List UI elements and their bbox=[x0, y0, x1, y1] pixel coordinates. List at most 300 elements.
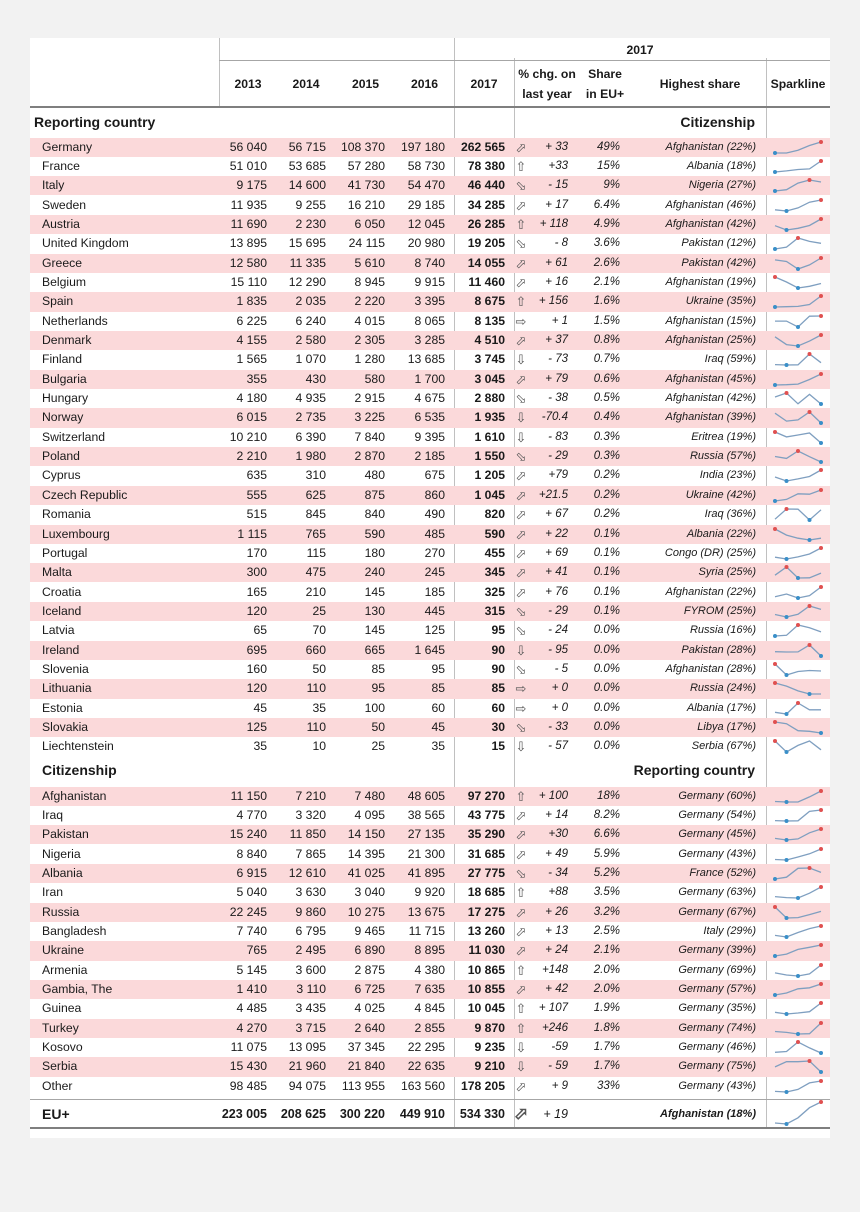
percent-change: + 37 bbox=[545, 334, 568, 346]
value-2014: 430 bbox=[305, 371, 326, 386]
value-2015: 41 025 bbox=[347, 865, 385, 880]
share-in-eu: 3.6% bbox=[593, 237, 620, 250]
row-label: Slovakia bbox=[42, 720, 89, 734]
sparkline-chart bbox=[772, 1099, 824, 1127]
value-2014: 2 580 bbox=[295, 333, 326, 347]
value-2017: 46 440 bbox=[467, 178, 505, 193]
trend-arrow-icon: ⇩ bbox=[515, 1040, 527, 1056]
sparkline-min-marker bbox=[785, 209, 789, 213]
value-2016: 13 675 bbox=[407, 904, 445, 919]
value-2016: 9 915 bbox=[414, 274, 445, 289]
row-label: Ireland bbox=[42, 642, 80, 657]
value-2017: 262 565 bbox=[460, 139, 505, 154]
row-label: Croatia bbox=[42, 584, 82, 599]
value-2015: 145 bbox=[364, 584, 385, 599]
value-2014: 13 095 bbox=[288, 1040, 326, 1055]
trend-arrow-icon: ⇧ bbox=[515, 1001, 527, 1017]
row-label: Lithuania bbox=[42, 681, 92, 696]
value-2013: 5 040 bbox=[236, 885, 267, 900]
value-2013: 160 bbox=[246, 661, 267, 676]
highest-share: Libya (17%) bbox=[697, 721, 756, 733]
sparkline-max-marker bbox=[819, 963, 823, 967]
percent-change: +30 bbox=[548, 828, 568, 841]
value-2014: 310 bbox=[305, 468, 326, 483]
sparkline-chart bbox=[772, 235, 824, 252]
value-2017: 10 045 bbox=[467, 1001, 505, 1016]
sparkline-chart bbox=[772, 884, 824, 901]
header-2016: 2016 bbox=[410, 77, 439, 91]
value-2013: 120 bbox=[246, 603, 267, 618]
row-label: Nigeria bbox=[42, 846, 81, 861]
value-2017: 60 bbox=[491, 700, 505, 715]
sparkline-min-marker bbox=[785, 750, 789, 754]
highest-share: Afghanistan (28%) bbox=[665, 662, 756, 675]
sparkline-max-marker bbox=[819, 808, 823, 812]
percent-change: - 59 bbox=[548, 1060, 568, 1073]
highest-share: Germany (63%) bbox=[678, 886, 756, 899]
header-chg-line1: % chg. on bbox=[518, 67, 576, 81]
total-percent-change: + 19 bbox=[543, 1107, 568, 1121]
sparkline-line bbox=[775, 1102, 821, 1124]
section-title-reporting-country: Reporting country bbox=[34, 114, 156, 130]
value-2017: 455 bbox=[484, 545, 505, 560]
value-2017: 1 205 bbox=[474, 468, 505, 483]
sparkline-max-marker bbox=[819, 924, 823, 928]
value-2017: 8 675 bbox=[474, 294, 505, 309]
share-in-eu: 0.2% bbox=[593, 488, 620, 501]
row-label: Sweden bbox=[42, 197, 87, 212]
trend-arrow-icon: ⬂ bbox=[515, 865, 527, 881]
value-2016: 11 715 bbox=[408, 923, 445, 938]
sparkline-chart bbox=[772, 826, 824, 843]
sparkline-line bbox=[775, 161, 821, 172]
highest-share: Afghanistan (19%) bbox=[665, 275, 756, 288]
value-2014: 53 685 bbox=[288, 158, 326, 173]
sparkline-chart bbox=[772, 865, 824, 882]
share-in-eu: 6.4% bbox=[593, 198, 620, 211]
sparkline-max-marker bbox=[808, 604, 812, 608]
trend-arrow-icon: ⇧ bbox=[515, 885, 527, 901]
percent-change: +148 bbox=[542, 963, 568, 976]
value-2017: 3 745 bbox=[474, 352, 505, 367]
value-2013: 6 915 bbox=[236, 865, 267, 880]
value-2016: 270 bbox=[424, 545, 445, 560]
value-2013: 6 225 bbox=[236, 313, 267, 328]
sparkline-line bbox=[775, 606, 821, 617]
highest-share: Pakistan (42%) bbox=[681, 256, 756, 269]
value-2016: 9 395 bbox=[414, 429, 445, 444]
sparkline-chart bbox=[772, 371, 824, 388]
section-title-reporting-country-right: Reporting country bbox=[633, 762, 755, 778]
sparkline-chart bbox=[772, 1039, 824, 1056]
trend-arrow-icon: ⬀ bbox=[515, 846, 527, 862]
value-2017: 8 135 bbox=[474, 313, 505, 328]
sparkline-max-marker bbox=[819, 943, 823, 947]
sparkline-min-marker bbox=[785, 819, 789, 823]
sparkline-line bbox=[775, 829, 821, 840]
report-table bbox=[30, 38, 830, 1138]
sparkline-min-marker bbox=[796, 267, 800, 271]
value-2015: 2 640 bbox=[354, 1020, 385, 1035]
value-2016: 8 065 bbox=[414, 313, 445, 328]
value-2014: 12 610 bbox=[288, 865, 326, 880]
share-in-eu: 0.3% bbox=[593, 430, 620, 443]
sparkline-min-marker bbox=[796, 344, 800, 348]
table-row bbox=[30, 1038, 830, 1057]
sparkline-max-marker bbox=[819, 372, 823, 376]
table-row bbox=[30, 292, 830, 311]
value-2017: 1 045 bbox=[474, 487, 505, 502]
value-2016: 38 565 bbox=[407, 807, 445, 822]
sparkline-max-marker bbox=[819, 1001, 823, 1005]
value-2016: 8 895 bbox=[414, 943, 445, 958]
row-label: Norway bbox=[42, 410, 84, 425]
sparkline-line bbox=[775, 432, 821, 443]
value-2014: 625 bbox=[305, 487, 326, 502]
share-in-eu: 2.6% bbox=[593, 256, 620, 269]
sparkline-cell bbox=[772, 738, 824, 761]
highest-share: Ukraine (35%) bbox=[685, 295, 756, 308]
header-2017-group: 2017 bbox=[626, 43, 654, 57]
row-label: Bangladesh bbox=[42, 923, 107, 938]
value-2015: 130 bbox=[364, 603, 385, 618]
table-row bbox=[30, 961, 830, 980]
sparkline-min-marker bbox=[785, 838, 789, 842]
header-2013: 2013 bbox=[234, 77, 262, 91]
value-2013: 1 410 bbox=[236, 982, 267, 996]
sparkline-max-marker bbox=[819, 1100, 823, 1104]
value-2015: 113 955 bbox=[341, 1078, 385, 1093]
row-label: Finland bbox=[42, 352, 82, 367]
value-2016: 2 185 bbox=[414, 449, 445, 464]
trend-arrow-icon: ⬀ bbox=[515, 565, 527, 581]
share-in-eu: 0.0% bbox=[593, 662, 620, 675]
sparkline-max-marker bbox=[819, 488, 823, 492]
share-in-eu: 9% bbox=[603, 179, 620, 192]
value-2016: 22 635 bbox=[407, 1059, 445, 1074]
value-2016: 3 285 bbox=[414, 333, 445, 347]
percent-change: + 100 bbox=[538, 789, 568, 802]
value-2017: 4 510 bbox=[474, 333, 505, 347]
highest-share: Russia (16%) bbox=[689, 624, 756, 637]
share-in-eu: 2.1% bbox=[593, 944, 620, 957]
total-2015: 300 220 bbox=[339, 1107, 385, 1121]
sparkline-min-marker bbox=[785, 557, 789, 561]
sparkline-line bbox=[775, 849, 821, 860]
sparkline-max-marker bbox=[819, 333, 823, 337]
value-2014: 765 bbox=[305, 526, 326, 541]
table-row bbox=[30, 486, 830, 505]
sparkline-max-marker bbox=[808, 1059, 812, 1063]
sparkline-min-marker bbox=[773, 247, 777, 251]
trend-arrow-icon: ⬀ bbox=[515, 507, 527, 523]
value-2014: 210 bbox=[305, 584, 326, 599]
value-2016: 1 645 bbox=[414, 642, 445, 657]
value-2016: 48 605 bbox=[407, 788, 445, 803]
sparkline-min-marker bbox=[796, 576, 800, 580]
share-in-eu: 0.3% bbox=[593, 450, 620, 463]
trend-arrow-icon: ⬂ bbox=[515, 236, 527, 252]
value-2014: 50 bbox=[312, 661, 326, 676]
sparkline-min-marker bbox=[785, 479, 789, 483]
sparkline-max-marker bbox=[773, 739, 777, 743]
highest-share: FYROM (25%) bbox=[683, 604, 756, 617]
trend-arrow-icon: ⬀ bbox=[514, 1104, 529, 1123]
value-2015: 480 bbox=[364, 468, 385, 483]
highest-share: Eritrea (19%) bbox=[691, 430, 756, 443]
table-row bbox=[30, 466, 830, 485]
section-title-citizenship: Citizenship bbox=[680, 114, 755, 130]
share-in-eu: 18% bbox=[596, 789, 620, 802]
value-2015: 24 115 bbox=[348, 236, 385, 251]
table-row bbox=[30, 273, 830, 292]
value-2016: 3 395 bbox=[414, 294, 445, 309]
row-label: Malta bbox=[42, 565, 72, 580]
row-label: Liechtenstein bbox=[42, 739, 114, 754]
value-2016: 12 045 bbox=[407, 216, 445, 231]
highest-share: Afghanistan (46%) bbox=[665, 198, 756, 211]
percent-change: - 34 bbox=[548, 866, 568, 879]
share-in-eu: 0.1% bbox=[593, 527, 620, 540]
value-2013: 15 110 bbox=[230, 274, 267, 289]
value-2013: 4 180 bbox=[236, 391, 267, 406]
sparkline-line bbox=[775, 200, 821, 211]
sparkline-chart bbox=[772, 487, 824, 504]
trend-arrow-icon: ⬂ bbox=[515, 449, 527, 465]
sparkline-max-marker bbox=[796, 701, 800, 705]
table-row bbox=[30, 980, 830, 999]
value-2013: 22 245 bbox=[229, 904, 267, 919]
sparkline-max-marker bbox=[819, 159, 823, 163]
share-in-eu: 0.0% bbox=[593, 701, 620, 714]
sparkline-max-marker bbox=[819, 314, 823, 318]
sparkline-max-marker bbox=[773, 681, 777, 685]
value-2017: 1 610 bbox=[474, 429, 505, 444]
value-2013: 9 175 bbox=[236, 178, 267, 193]
trend-arrow-icon: ⇩ bbox=[515, 352, 527, 368]
value-2013: 15 430 bbox=[229, 1059, 267, 1074]
value-2015: 50 bbox=[371, 720, 385, 734]
header-highest-share: Highest share bbox=[659, 77, 741, 91]
trend-arrow-icon: ⬀ bbox=[515, 904, 527, 920]
table-row bbox=[30, 447, 830, 466]
table-row bbox=[30, 1077, 830, 1096]
highest-share: Germany (69%) bbox=[678, 963, 756, 976]
value-2017: 27 775 bbox=[467, 865, 505, 880]
highest-share: Italy (29%) bbox=[703, 924, 756, 937]
trend-arrow-icon: ⇨ bbox=[515, 681, 527, 697]
sparkline-cell bbox=[772, 1078, 824, 1101]
header-2017: 2017 bbox=[470, 77, 498, 91]
value-2013: 10 210 bbox=[229, 429, 267, 444]
sparkline-max-marker bbox=[808, 352, 812, 356]
value-2013: 355 bbox=[246, 371, 267, 386]
highest-share: Afghanistan (15%) bbox=[665, 314, 756, 327]
value-2017: 95 bbox=[491, 623, 505, 638]
value-2013: 12 580 bbox=[229, 255, 267, 270]
sparkline-line bbox=[775, 1003, 821, 1014]
percent-change: + 13 bbox=[545, 924, 568, 937]
table-row bbox=[30, 941, 830, 960]
share-in-eu: 8.2% bbox=[593, 808, 620, 821]
total-label: EU+ bbox=[42, 1106, 70, 1122]
sparkline-max-marker bbox=[773, 662, 777, 666]
sparkline-min-marker bbox=[785, 1122, 789, 1126]
value-2017: 345 bbox=[484, 565, 505, 580]
sparkline-chart bbox=[772, 332, 824, 349]
trend-arrow-icon: ⬀ bbox=[515, 943, 527, 959]
share-in-eu: 0.1% bbox=[593, 566, 620, 579]
value-2013: 4 155 bbox=[236, 333, 267, 347]
sparkline-chart bbox=[772, 603, 824, 620]
highest-share: Afghanistan (22%) bbox=[665, 140, 756, 153]
table-row bbox=[30, 737, 830, 756]
sparkline-line bbox=[775, 354, 821, 365]
percent-change: + 118 bbox=[539, 217, 568, 230]
value-2017: 11 030 bbox=[468, 943, 505, 958]
row-label: Belgium bbox=[42, 274, 87, 289]
sparkline-chart bbox=[772, 1020, 824, 1037]
trend-arrow-icon: ⇧ bbox=[515, 962, 527, 978]
value-2015: 2 875 bbox=[354, 962, 385, 977]
sparkline-chart bbox=[772, 564, 824, 581]
sparkline-chart bbox=[772, 622, 824, 639]
table-row bbox=[30, 370, 830, 389]
value-2015: 4 015 bbox=[354, 313, 385, 328]
percent-change: + 0 bbox=[551, 701, 568, 714]
sparkline-min-marker bbox=[773, 634, 777, 638]
sparkline-chart bbox=[772, 680, 824, 697]
value-2015: 10 275 bbox=[347, 904, 385, 919]
trend-arrow-icon: ⇩ bbox=[515, 410, 527, 426]
value-2014: 2 035 bbox=[295, 294, 326, 309]
sparkline-max-marker bbox=[796, 449, 800, 453]
value-2016: 95 bbox=[431, 661, 445, 676]
value-2014: 15 695 bbox=[288, 236, 326, 251]
highest-share: Germany (74%) bbox=[678, 1021, 756, 1034]
value-2014: 6 240 bbox=[295, 313, 326, 328]
value-2015: 2 305 bbox=[354, 333, 385, 347]
value-2016: 35 bbox=[431, 739, 445, 754]
table-row bbox=[30, 825, 830, 844]
highest-share: Albania (18%) bbox=[686, 159, 756, 172]
value-2013: 4 270 bbox=[236, 1020, 267, 1035]
value-2016: 85 bbox=[431, 681, 445, 696]
value-2016: 245 bbox=[424, 565, 445, 580]
trend-arrow-icon: ⇩ bbox=[515, 1059, 527, 1075]
total-line-top bbox=[30, 1099, 830, 1100]
value-2014: 845 bbox=[305, 507, 326, 522]
table-row bbox=[30, 544, 830, 563]
percent-change: + 17 bbox=[545, 198, 568, 211]
sparkline-min-marker bbox=[808, 692, 812, 696]
value-2014: 56 715 bbox=[288, 139, 326, 154]
value-2014: 2 230 bbox=[295, 216, 326, 231]
total-2016: 449 910 bbox=[399, 1107, 445, 1121]
share-in-eu: 0.0% bbox=[593, 721, 620, 733]
value-2014: 11 335 bbox=[289, 255, 326, 270]
value-2016: 29 185 bbox=[407, 197, 445, 212]
percent-change: + 67 bbox=[545, 508, 568, 521]
value-2015: 840 bbox=[364, 507, 385, 522]
highest-share: Afghanistan (45%) bbox=[665, 372, 756, 385]
trend-arrow-icon: ⬀ bbox=[515, 982, 527, 997]
sparkline-max-marker bbox=[819, 982, 823, 986]
sparkline-max-marker bbox=[808, 410, 812, 414]
percent-change: + 24 bbox=[545, 944, 568, 957]
trend-arrow-icon: ⇧ bbox=[515, 788, 527, 804]
value-2014: 21 960 bbox=[288, 1059, 326, 1074]
trend-arrow-icon: ⬂ bbox=[515, 391, 527, 407]
trend-arrow-icon: ⬂ bbox=[515, 178, 527, 194]
sparkline-chart bbox=[772, 942, 824, 959]
sparkline-line bbox=[775, 1061, 821, 1072]
sparkline-max-marker bbox=[819, 885, 823, 889]
value-2015: 665 bbox=[364, 642, 385, 657]
value-2017: 11 460 bbox=[468, 274, 505, 289]
sparkline-min-marker bbox=[796, 1032, 800, 1036]
value-2017: 14 055 bbox=[467, 255, 505, 270]
sparkline-max-marker bbox=[808, 866, 812, 870]
value-2013: 165 bbox=[246, 584, 267, 599]
value-2017: 18 685 bbox=[467, 885, 505, 900]
sparkline-min-marker bbox=[785, 800, 789, 804]
trend-arrow-icon: ⇧ bbox=[515, 216, 527, 232]
sparkline-max-marker bbox=[773, 720, 777, 724]
value-2017: 9 210 bbox=[474, 1059, 505, 1074]
highest-share: Afghanistan (25%) bbox=[665, 334, 756, 346]
sparkline-chart bbox=[772, 197, 824, 214]
value-2013: 635 bbox=[246, 468, 267, 483]
value-2017: 17 275 bbox=[467, 904, 505, 919]
trend-arrow-icon: ⬀ bbox=[515, 371, 527, 387]
share-in-eu: 1.9% bbox=[593, 1002, 620, 1015]
total-2014: 208 625 bbox=[280, 1107, 326, 1121]
header-line-top bbox=[219, 60, 830, 61]
share-in-eu: 49% bbox=[596, 140, 620, 153]
table-row bbox=[30, 1057, 830, 1076]
value-2017: 30 bbox=[491, 720, 505, 734]
sparkline-chart bbox=[772, 1058, 824, 1075]
row-label: Czech Republic bbox=[42, 487, 128, 502]
value-2013: 695 bbox=[246, 642, 267, 657]
value-2014: 3 110 bbox=[296, 982, 326, 996]
sparkline-chart bbox=[772, 1078, 824, 1095]
section-title-citizenship-list: Citizenship bbox=[42, 762, 117, 778]
value-2016: 2 855 bbox=[414, 1020, 445, 1035]
trend-arrow-icon: ⬀ bbox=[515, 197, 527, 213]
value-2015: 6 890 bbox=[354, 943, 385, 958]
value-2014: 3 600 bbox=[295, 962, 326, 977]
trend-arrow-icon: ⬀ bbox=[515, 526, 527, 542]
highest-share: Germany (43%) bbox=[678, 847, 756, 860]
row-label: Serbia bbox=[42, 1059, 78, 1074]
row-label: France bbox=[42, 158, 80, 173]
sparkline-line bbox=[775, 393, 821, 404]
table-row bbox=[30, 660, 830, 679]
value-2014: 9 860 bbox=[295, 904, 326, 919]
table-row bbox=[30, 176, 830, 195]
header-chg-line2: last year bbox=[522, 87, 572, 101]
table-row bbox=[30, 583, 830, 602]
row-label: Kosovo bbox=[42, 1040, 83, 1055]
percent-change: + 9 bbox=[551, 1079, 568, 1092]
value-2016: 4 380 bbox=[414, 962, 445, 977]
value-2016: 22 295 bbox=[407, 1040, 445, 1055]
share-in-eu: 0.0% bbox=[593, 682, 620, 695]
sparkline-line bbox=[775, 984, 821, 995]
sparkline-line bbox=[775, 142, 821, 153]
